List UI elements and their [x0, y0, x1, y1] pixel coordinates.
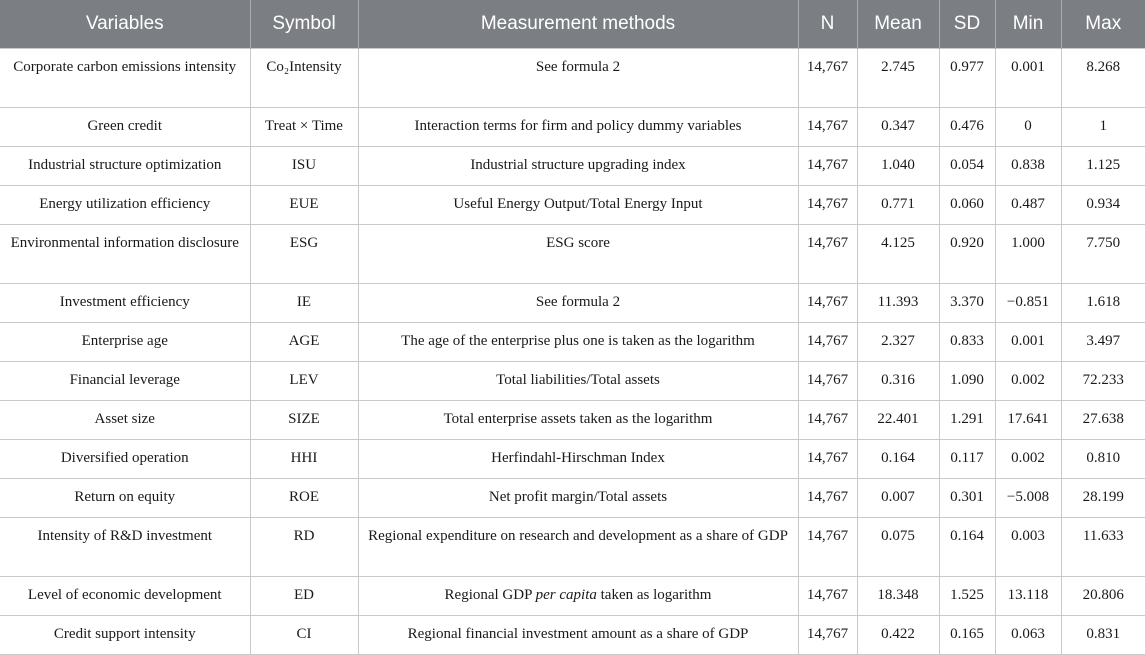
cell-max: 20.806: [1061, 577, 1145, 616]
cell-method: See formula 2: [358, 49, 798, 108]
table-row: [0, 186, 1145, 225]
table-row: [0, 577, 1145, 616]
cell-max: 1.618: [1061, 284, 1145, 323]
cell-max: 8.268: [1061, 49, 1145, 108]
cell-mean: 0.347: [857, 108, 939, 147]
cell-symbol: LEV: [250, 362, 358, 401]
cell-min: 1.000: [995, 225, 1061, 284]
cell-variable: Intensity of R&D investment: [0, 518, 250, 577]
cell-variable: Asset size: [0, 401, 250, 440]
cell-min: 0.001: [995, 49, 1061, 108]
cell-max: 3.497: [1061, 323, 1145, 362]
cell-symbol: Treat × Time: [250, 108, 358, 147]
header-min: Min: [995, 0, 1061, 49]
cell-mean: 0.422: [857, 616, 939, 655]
cell-min: 0.002: [995, 362, 1061, 401]
cell-min: 13.118: [995, 577, 1061, 616]
cell-mean: 0.075: [857, 518, 939, 577]
cell-symbol: RD: [250, 518, 358, 577]
cell-max: 27.638: [1061, 401, 1145, 440]
header-max: Max: [1061, 0, 1145, 49]
table-row: [0, 440, 1145, 479]
cell-mean: 0.316: [857, 362, 939, 401]
cell-sd: 3.370: [939, 284, 995, 323]
cell-min: 0.002: [995, 440, 1061, 479]
cell-method: Net profit margin/Total assets: [358, 479, 798, 518]
cell-variable: Enterprise age: [0, 323, 250, 362]
header-mean: Mean: [857, 0, 939, 49]
table-row: [0, 518, 1145, 577]
cell-max: 0.831: [1061, 616, 1145, 655]
cell-symbol: HHI: [250, 440, 358, 479]
cell-max: 28.199: [1061, 479, 1145, 518]
cell-min: −0.851: [995, 284, 1061, 323]
cell-max: 1: [1061, 108, 1145, 147]
cell-n: 14,767: [798, 323, 857, 362]
cell-n: 14,767: [798, 577, 857, 616]
cell-method: Regional financial investment amount as a share of GDP: [358, 616, 798, 655]
cell-sd: 0.301: [939, 479, 995, 518]
cell-min: 0: [995, 108, 1061, 147]
cell-n: 14,767: [798, 362, 857, 401]
header-row: [0, 0, 1145, 49]
cell-n: 14,767: [798, 479, 857, 518]
cell-n: 14,767: [798, 49, 857, 108]
cell-sd: 0.476: [939, 108, 995, 147]
cell-sd: 0.054: [939, 147, 995, 186]
cell-n: 14,767: [798, 401, 857, 440]
cell-method: Useful Energy Output/Total Energy Input: [358, 186, 798, 225]
header-symbol: Symbol: [250, 0, 358, 49]
cell-n: 14,767: [798, 518, 857, 577]
cell-variable: Environmental information disclosure: [0, 225, 250, 284]
cell-max: 0.810: [1061, 440, 1145, 479]
cell-sd: 0.060: [939, 186, 995, 225]
cell-method: Regional expenditure on research and development as a share of GDP: [358, 518, 798, 577]
cell-method: Herfindahl-Hirschman Index: [358, 440, 798, 479]
method-text: Regional GDP: [444, 587, 536, 603]
header-n: N: [798, 0, 857, 49]
table-row: [0, 401, 1145, 440]
cell-symbol: ROE: [250, 479, 358, 518]
cell-method: ESG score: [358, 225, 798, 284]
cell-variable: Financial leverage: [0, 362, 250, 401]
cell-max: 7.750: [1061, 225, 1145, 284]
cell-variable: Corporate carbon emissions intensity: [0, 49, 250, 108]
method-italic-text: per capita: [535, 587, 597, 603]
cell-n: 14,767: [798, 284, 857, 323]
cell-method: Industrial structure upgrading index: [358, 147, 798, 186]
table-row: [0, 362, 1145, 401]
cell-mean: 4.125: [857, 225, 939, 284]
cell-min: 0.063: [995, 616, 1061, 655]
cell-symbol: CI: [250, 616, 358, 655]
cell-sd: 1.525: [939, 577, 995, 616]
header-measurement-methods: Measurement methods: [358, 0, 798, 49]
cell-mean: 11.393: [857, 284, 939, 323]
cell-method: [358, 577, 798, 616]
cell-n: 14,767: [798, 147, 857, 186]
cell-symbol: ISU: [250, 147, 358, 186]
cell-method: The age of the enterprise plus one is taken as the logarithm: [358, 323, 798, 362]
cell-method: See formula 2: [358, 284, 798, 323]
cell-variable: Energy utilization efficiency: [0, 186, 250, 225]
cell-mean: 0.007: [857, 479, 939, 518]
cell-min: 0.001: [995, 323, 1061, 362]
cell-variable: Industrial structure optimization: [0, 147, 250, 186]
cell-symbol: ESG: [250, 225, 358, 284]
cell-symbol: ED: [250, 577, 358, 616]
cell-mean: 18.348: [857, 577, 939, 616]
table-row: [0, 323, 1145, 362]
cell-method: Total enterprise assets taken as the logarithm: [358, 401, 798, 440]
cell-n: 14,767: [798, 186, 857, 225]
cell-symbol: EUE: [250, 186, 358, 225]
cell-sd: 1.090: [939, 362, 995, 401]
cell-max: 0.934: [1061, 186, 1145, 225]
cell-variable: Return on equity: [0, 479, 250, 518]
cell-min: 0.838: [995, 147, 1061, 186]
table-row: [0, 225, 1145, 284]
cell-symbol: IE: [250, 284, 358, 323]
cell-n: 14,767: [798, 225, 857, 284]
cell-mean: 2.745: [857, 49, 939, 108]
cell-min: 0.003: [995, 518, 1061, 577]
cell-variable: Investment efficiency: [0, 284, 250, 323]
cell-method: Total liabilities/Total assets: [358, 362, 798, 401]
table-row: [0, 49, 1145, 108]
table-row: [0, 108, 1145, 147]
header-sd: SD: [939, 0, 995, 49]
cell-symbol: Co₂Intensity: [250, 49, 358, 108]
table-row: [0, 479, 1145, 518]
cell-sd: 1.291: [939, 401, 995, 440]
cell-variable: Level of economic development: [0, 577, 250, 616]
cell-variable: Credit support intensity: [0, 616, 250, 655]
cell-max: 1.125: [1061, 147, 1145, 186]
cell-symbol: SIZE: [250, 401, 358, 440]
cell-n: 14,767: [798, 440, 857, 479]
cell-sd: 0.920: [939, 225, 995, 284]
cell-max: 11.633: [1061, 518, 1145, 577]
cell-mean: 1.040: [857, 147, 939, 186]
cell-mean: 2.327: [857, 323, 939, 362]
cell-variable: Diversified operation: [0, 440, 250, 479]
cell-method: Interaction terms for firm and policy dummy variables: [358, 108, 798, 147]
cell-n: 14,767: [798, 108, 857, 147]
cell-min: 17.641: [995, 401, 1061, 440]
cell-variable: Green credit: [0, 108, 250, 147]
cell-mean: 0.164: [857, 440, 939, 479]
cell-max: 72.233: [1061, 362, 1145, 401]
cell-sd: 0.833: [939, 323, 995, 362]
cell-sd: 0.977: [939, 49, 995, 108]
cell-sd: 0.164: [939, 518, 995, 577]
cell-mean: 0.771: [857, 186, 939, 225]
cell-sd: 0.165: [939, 616, 995, 655]
method-text: taken as logarithm: [596, 587, 712, 603]
cell-min: 0.487: [995, 186, 1061, 225]
cell-symbol: AGE: [250, 323, 358, 362]
cell-n: 14,767: [798, 616, 857, 655]
cell-sd: 0.117: [939, 440, 995, 479]
cell-mean: 22.401: [857, 401, 939, 440]
cell-min: −5.008: [995, 479, 1061, 518]
header-variables: Variables: [0, 0, 250, 49]
table-row: [0, 284, 1145, 323]
table-row: [0, 147, 1145, 186]
